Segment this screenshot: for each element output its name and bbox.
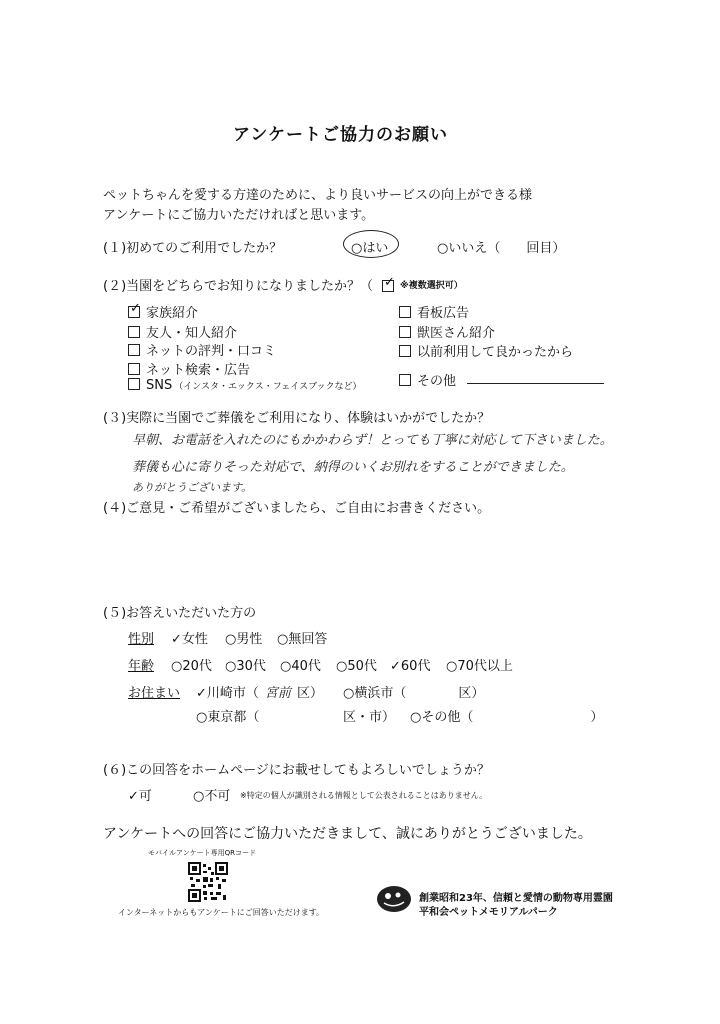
q2-multi-checkbox	[382, 280, 394, 292]
checkbox-checked-icon	[128, 306, 140, 318]
age-option-70s[interactable]: ○70代以上	[446, 659, 513, 674]
option-label: 友人・知人紹介	[146, 326, 238, 341]
gender-option-none[interactable]: ○無回答	[277, 632, 328, 647]
qr-label: モバイルアンケート専用QRコード	[148, 849, 256, 857]
check-mark-icon: ✓	[171, 632, 182, 647]
address-label: お住まい	[128, 686, 181, 701]
q5-question: (５)お答えいただいた方の	[103, 606, 257, 621]
option-label: 可	[138, 789, 152, 804]
address-option-yokohama[interactable]: ○横浜市（ 区）	[343, 686, 485, 701]
check-mark-icon: ✓	[390, 659, 401, 674]
q6-option-no[interactable]: ○不可	[193, 789, 231, 804]
option-label: 家族紹介	[146, 306, 199, 321]
intro-line-1: ペットちゃんを愛する方達のために、より良いサービスの向上ができる様	[103, 188, 533, 203]
intro-line-2: アンケートにご協力いただければと思います。	[103, 208, 375, 223]
q2-option-search[interactable]	[128, 359, 250, 378]
option-label: 女性	[181, 632, 208, 647]
option-label: 川崎市（	[206, 686, 259, 701]
sns-note: （インスタ・エックス・フェイスブックなど）	[174, 382, 362, 392]
age-label: 年齢	[128, 659, 155, 674]
age-option-30s[interactable]: ○30代	[225, 659, 266, 674]
park-logo-icon	[376, 885, 412, 913]
address-option-kawasaki[interactable]	[196, 682, 323, 701]
q2-option-reviews[interactable]	[128, 340, 276, 359]
q1-option-no[interactable]: ○いいえ（ 回目）	[437, 241, 566, 256]
q3-answer-line-3: ありがとうございます。	[132, 481, 253, 494]
page-title: アンケートご協力のお願い	[233, 125, 448, 145]
gender-option-male[interactable]: ○男性	[225, 632, 263, 647]
q2-question: (２)当園をどちらでお知りになりましたか？（	[103, 279, 374, 294]
q6-option-yes[interactable]	[128, 785, 152, 804]
checkbox-icon	[399, 306, 411, 318]
gender-label: 性別	[128, 632, 155, 647]
age-option-50s[interactable]: ○50代	[336, 659, 377, 674]
option-label: 60代	[400, 659, 431, 674]
q4-question: (４)ご意見・ご希望がございましたら、ご自由にお書きください。	[103, 501, 491, 516]
q6-note: ※特定の個人が識別される情報として公表されることはありません。	[240, 791, 488, 800]
q3-answer-line-2: 葬儀も心に寄りそった対応で、納得のいくお別れをすることができました。	[132, 460, 574, 475]
age-option-40s[interactable]: ○40代	[280, 659, 321, 674]
q2-option-family[interactable]	[128, 302, 198, 321]
q2-option-vet[interactable]	[399, 322, 495, 341]
checkbox-icon	[128, 363, 140, 375]
q2-option-friend[interactable]	[128, 322, 237, 341]
checkbox-icon	[399, 374, 411, 386]
qr-note: インターネットからもアンケートにご回答いただけます。	[118, 908, 325, 917]
option-label: 以前利用して良かったから	[417, 345, 574, 360]
option-label: SNS	[146, 378, 173, 393]
q6-question: (６)この回答をホームページにお載せしてもよろしいでしょうか？	[103, 763, 490, 778]
tokyo-suffix: 区・市）	[343, 710, 396, 725]
check-mark-icon: ✓	[196, 686, 207, 701]
address-option-tokyo[interactable]: ○東京都（	[196, 710, 260, 725]
footer-tagline: 創業昭和23年、信頼と愛情の動物専用霊園	[419, 893, 613, 904]
checkbox-icon	[128, 344, 140, 356]
address-option-other[interactable]: ○その他（ ）	[410, 710, 604, 725]
checkbox-icon	[128, 326, 140, 338]
option-label: 獣医さん紹介	[417, 326, 496, 341]
q2-multi-note: ※複数選択可）	[400, 281, 463, 291]
check-mark-icon: ✓	[128, 789, 139, 804]
q2-option-sns[interactable]	[128, 378, 362, 393]
footer-company: 平和会ペットメモリアルパーク	[419, 907, 558, 918]
checkbox-icon	[399, 345, 411, 357]
thanks-message: アンケートへの回答にご協力いただきまして、誠にありがとうございました。	[103, 826, 592, 842]
option-label: 看板広告	[417, 306, 470, 321]
q3-question: (３)実際に当園でご葬儀をご利用になり、体験はいかがでしたか？	[103, 411, 491, 426]
q2-option-other[interactable]	[399, 370, 456, 389]
q2-other-line	[467, 383, 604, 384]
ward-suffix: 区）	[296, 686, 323, 701]
q3-answer-line-1: 早朝、お電話を入れたのにもかかわらず！とっても丁寧に対応して下さいました。	[132, 433, 613, 448]
q2-option-signboard[interactable]	[399, 302, 469, 321]
option-label: ネットの評判・口コミ	[146, 344, 277, 359]
q1-question: (１)初めてのご利用でしたか？	[103, 241, 283, 256]
q4-answer-area[interactable]	[103, 520, 603, 590]
checkbox-icon	[399, 326, 411, 338]
age-option-60s[interactable]	[390, 655, 430, 674]
q2-option-previous[interactable]	[399, 341, 573, 360]
qr-code-icon[interactable]	[188, 862, 228, 902]
kawasaki-ward-answer: 宮前	[264, 686, 291, 701]
option-label: ネット検索・広告	[146, 363, 251, 378]
checkbox-icon	[128, 378, 140, 390]
q1-option-yes[interactable]: ○はい	[351, 241, 389, 256]
gender-option-female[interactable]	[171, 628, 208, 647]
age-option-20s[interactable]: ○20代	[171, 659, 212, 674]
option-label: その他	[417, 374, 457, 389]
